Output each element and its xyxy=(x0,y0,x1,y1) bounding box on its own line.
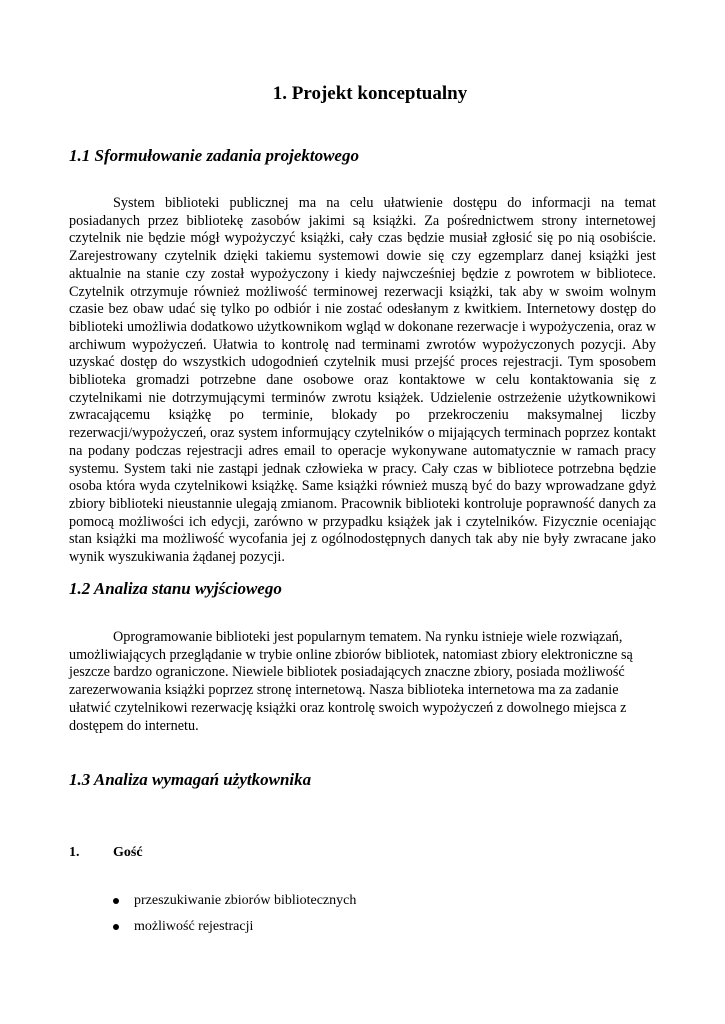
section-heading-1-1: 1.1 Sformułowanie zadania projektowego xyxy=(69,146,359,165)
list-item xyxy=(113,893,356,909)
bullet-icon xyxy=(113,898,119,904)
section-paragraph-1-1: System biblioteki publicznej ma na celu ułatwienie dostępu do informacji na temat posiadanych przez bibliotekę zasobów jakimi są książki. Za pośrednictwem strony internetowej czytelnik nie będzie mógł wypożyczyć książki, cały czas będzie musiał zgłosić się po nią osobiście. Zarejestrowany czytelnik dzięki takiemu systemowi dowie się czy egzemplarz danej książki jest aktualnie na stanie czy został wypożyczony i kiedy najwcześniej będzie z powrotem w bibliotece. Czytelnik otrzymuje również możliwość terminowej rezerwacji książki, tak aby w swoim wolnym czasie bez obaw udać się tylko po odbiór i nie zostać odesłanym z kwitkiem. Internetowy dostęp do biblioteki umożliwia dodatkowo użytkownikom wgląd w dokonane rezerwacje i wypożyczenia, oraz w archiwum wypożyczeń. Ułatwia to kontrolę nad terminami zwrotów wypożyczonych pozycji. Aby uzyskać dostęp do wszystkich udogodnień czytelnik musi przejść proces rejestracji. Tym sposobem biblioteka gromadzi potrzebne dane osobowe oraz kontaktowe w celu kontaktowania się z czytelnikami nie dotrzymującymi terminów zwrotu książek. Udzielenie ostrzeżenie użytkownikowi zwracającemu książkę po terminie, blokady po przekroczeniu maksymalnej liczby rezerwacji/wypożyczeń, oraz system informujący czytelników o mijających terminach poprzez kontakt na podany podczas rejestracji adres email to operacje wykonywane automatycznie w ramach pracy systemu. System taki nie zastąpi jednak człowieka w pracy. Cały czas w bibliotece potrzebna będzie osoba która wyda czytelnikowi książkę. Same książki również muszą być do bazy wprowadzane gdyż zbiory biblioteki nieustannie ulegają zmianom. Pracownik biblioteki kontroluje poprawność danych za pomocą możliwości ich edycji, zarówno w przypadku książek jak i czytelników. Fizycznie oceniając stan książki ma możliwość wycofania jej z ogólnodostępnych danych tak aby nie były zwracane jako wynik wyszukiwania żądanej pozycji. xyxy=(69,195,656,566)
section-paragraph-1-2: Oprogramowanie biblioteki jest popularnym tematem. Na rynku istnieje wiele rozwiązań, umożliwiających przeglądanie w trybie online zbiorów bibliotek, natomiast zbiory elektroniczne są jeszcze bardzo ograniczone. Niewiele bibliotek posiadających znaczne zbiory, posiada możliwość zarezerwowania książki poprzez stronę internetową. Nasza biblioteka internetowa ma za zadanie ułatwić czytelnikowi rezerwację książki oraz kontrolę swoich wypożyczeń z dowolnego miejsca z dostępem do internetu. xyxy=(69,629,633,734)
list-item-text: możliwość rejestracji xyxy=(134,919,254,934)
bullet-icon xyxy=(113,924,119,930)
list-number: 1. xyxy=(69,845,80,860)
section-heading-1-2: 1.2 Analiza stanu wyjściowego xyxy=(69,579,282,598)
list-label-guest: Gość xyxy=(113,845,143,860)
list-item xyxy=(113,919,253,935)
page-title: 1. Projekt konceptualny xyxy=(272,83,468,104)
list-item-text: przeszukiwanie zbiorów bibliotecznych xyxy=(134,893,357,908)
section-heading-1-3: 1.3 Analiza wymagań użytkownika xyxy=(69,770,312,789)
